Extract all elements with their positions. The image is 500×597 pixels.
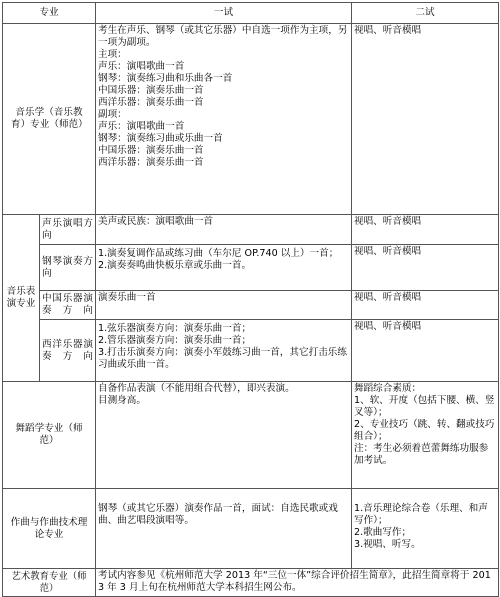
- text-line: 钢琴：演奏练习曲或乐曲一首: [98, 133, 223, 144]
- piano-round1: [96, 245, 352, 291]
- text-line: 3.视唱、听写。: [354, 539, 421, 550]
- dance-round1: [96, 382, 352, 489]
- text-line: 西洋乐器：演奏乐曲一首: [98, 157, 204, 168]
- text-line: 中国乐器：演奏乐曲一首: [98, 85, 204, 96]
- vocal-round2: 视唱、听音模唱: [352, 215, 499, 245]
- text-line: 2、专业技巧（跳、转、翻或技巧组合）；: [354, 419, 495, 442]
- table-row: [3, 291, 499, 320]
- table-row: [3, 382, 499, 489]
- direction-piano: 钢琴演奏方向: [40, 245, 96, 291]
- major-composition: 作曲与作曲技术理论专业: [3, 489, 96, 569]
- text-line: 2.演奏奏鸣曲快板乐章或乐曲一首。: [98, 260, 252, 271]
- table-row: [3, 489, 499, 569]
- header-round1: 一试: [96, 3, 352, 24]
- dance-round2: [352, 382, 499, 489]
- text-line: 2.管乐器演奏方向：演奏乐曲一首；: [98, 335, 252, 346]
- header-major: 专业: [3, 3, 96, 24]
- table-row: [3, 569, 499, 597]
- composition-round1: 钢琴（或其它乐器）演奏作品一首，面试：自选民歌或戏曲、曲艺唱段演唱等。: [96, 489, 352, 569]
- text-line: 目测身高。: [98, 395, 146, 406]
- exam-content-table: [2, 2, 499, 597]
- major-music-education: 音乐学（音乐教育）专业（师范）: [3, 24, 96, 215]
- text-line: 声乐：演唱歌曲一首: [98, 121, 185, 132]
- text-line: 1.弦乐器演奏方向：演奏乐曲一首；: [98, 323, 252, 334]
- text-line: 1、软、开度（包括下腰、横、竖叉等）；: [354, 395, 495, 418]
- text-line: 演奏乐曲一首: [98, 292, 156, 303]
- table-row: [3, 24, 499, 215]
- major-dance: 舞蹈学专业（师范）: [3, 382, 96, 489]
- text-line: 副项：: [98, 109, 127, 120]
- admission-exam-table-document: [2, 2, 498, 594]
- major-music-performance: 音乐表演专业: [3, 215, 40, 382]
- direction-western-instrument: 西洋乐器演奏方向: [40, 320, 96, 382]
- music-education-round1: [96, 24, 352, 215]
- chinese-instrument-round1: [96, 291, 352, 320]
- composition-round2: [352, 489, 499, 569]
- text-line: 声乐：演唱歌曲一首: [98, 61, 185, 72]
- text-line: 主项：: [98, 49, 127, 60]
- major-arts-education: 艺术教育专业（师范）: [3, 569, 96, 597]
- chinese-instrument-round2: 视唱、听音模唱: [352, 291, 499, 320]
- text-line: 自备作品表演（不能用组合代替），即兴表演。: [98, 383, 295, 394]
- header-round2: 二试: [352, 3, 499, 24]
- vocal-round1: [96, 215, 352, 245]
- music-education-round2: 视唱、听音模唱: [352, 24, 499, 215]
- table-row: [3, 245, 499, 291]
- text-line: 注：考生必须着芭蕾舞练功服参加考试。: [354, 443, 489, 466]
- text-line: 1.音乐理论综合卷（乐理、和声写作）；: [354, 503, 488, 526]
- table-row: [3, 215, 499, 245]
- text-line: 考生在声乐、钢琴（或其它乐器）中自选一项作为主项，另一项为副项。: [98, 25, 348, 48]
- text-line: 舞蹈综合素质：: [354, 383, 422, 394]
- western-instrument-round1: [96, 320, 352, 382]
- text-line: 美声或民族：演唱歌曲一首: [98, 216, 214, 227]
- text-line: 2.歌曲写作；: [354, 527, 412, 538]
- text-line: 钢琴：演奏练习曲和乐曲各一首: [98, 73, 233, 84]
- western-instrument-round2: 视唱、听音模唱: [352, 320, 499, 382]
- piano-round2: 视唱、听音模唱: [352, 245, 499, 291]
- arts-education-note: 考试内容参见《杭州师范大学 2013 年“三位一体”综合评价招生简章》，此招生简章将于 2013 年 3 月上旬在杭州师范大学本科招生网公布。: [96, 569, 499, 597]
- table-header-row: [3, 3, 499, 24]
- text-line: 西洋乐器：演奏乐曲一首: [98, 97, 204, 108]
- text-line: 3.打击乐演奏方向：演奏小军鼓练习曲一首，其它打击乐练习曲或乐曲一首。: [98, 347, 347, 370]
- direction-vocal: 声乐演唱方向: [40, 215, 96, 245]
- text-line: 中国乐器：演奏乐曲一首: [98, 145, 204, 156]
- text-line: 1.演奏复调作品或练习曲（车尔尼 OP.740 以上）一首；: [98, 248, 339, 259]
- table-row: [3, 320, 499, 382]
- direction-chinese-instrument: 中国乐器演奏方向: [40, 291, 96, 320]
